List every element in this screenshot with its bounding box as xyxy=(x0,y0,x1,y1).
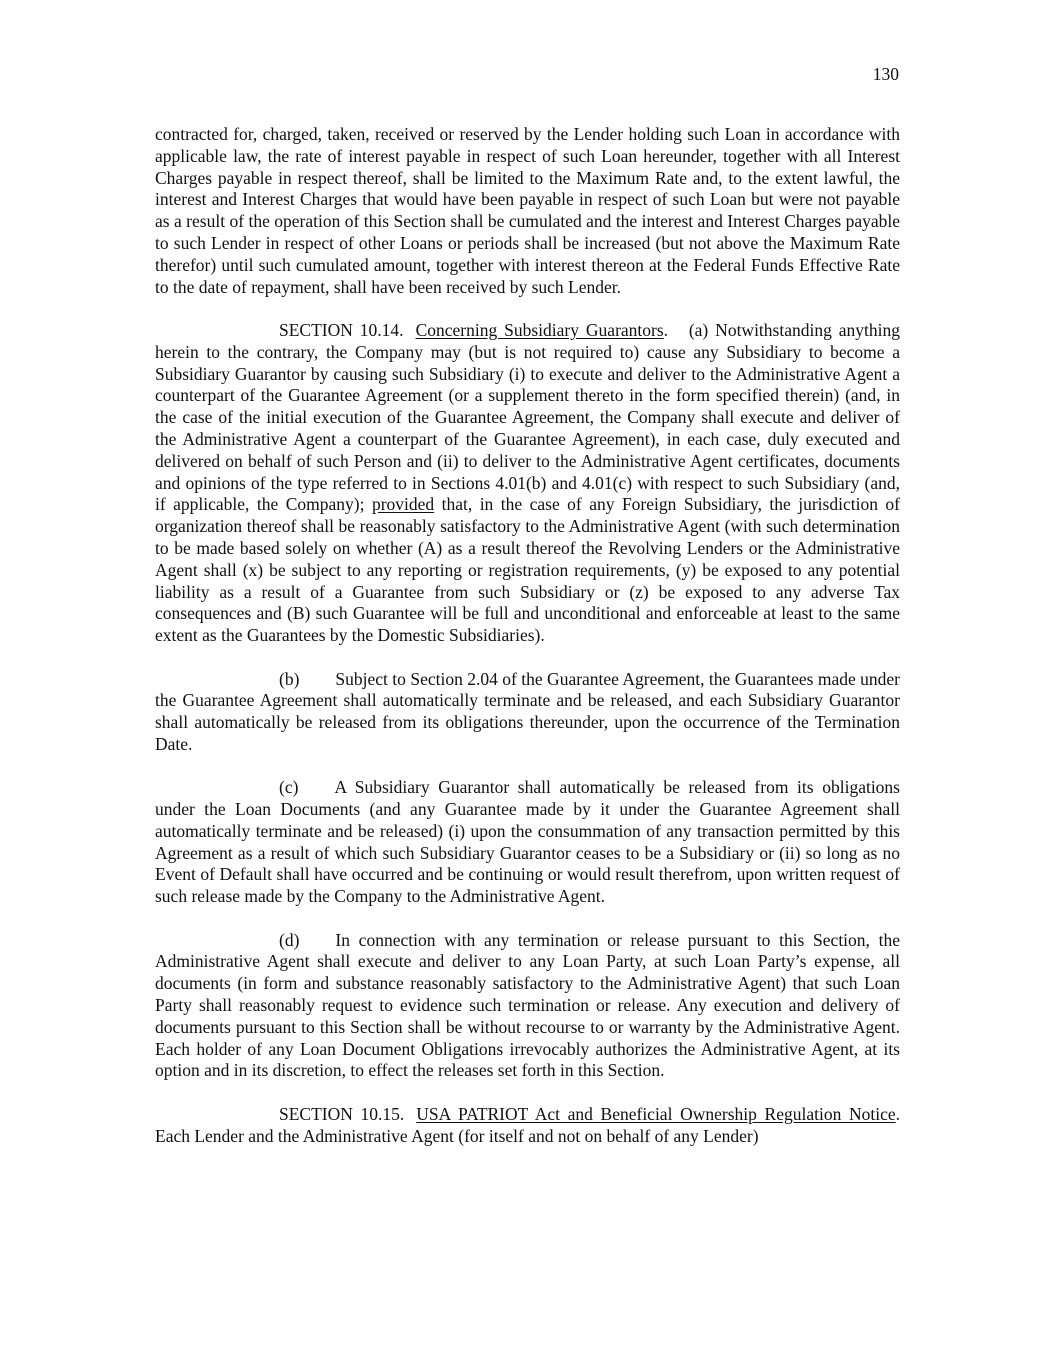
section-10-15-paragraph xyxy=(155,1104,900,1148)
section-10-14-heading-punct: . xyxy=(663,319,669,340)
section-10-14-body-a: (a) Notwithstanding anything herein to the contrary, the Company may (but is not required to) cause any Subsidiary to become a Subsidiary Guarantor by causing such Subsidiary (i) to execute and deliver to the Administrative Agent a counterpart of the Guarantee Agreement (or a supplement thereto in the form specified therein) (and, in the case of the initial execution of the Guarantee Agreement, the Company shall execute and deliver of the Administrative Agent a counterpart of the Guarantee Agreement), in each case, duly executed and delivered on behalf of such Person and (ii) to deliver to the Administrative Agent certificates, documents and opinions of the type referred to in Sections 4.01(b) and 4.01(c) with respect to such Subsidiary (and, if applicable, the Company); xyxy=(155,319,901,515)
subsection-c-paragraph xyxy=(155,777,900,908)
section-10-15-number: SECTION 10.15. xyxy=(279,1103,405,1124)
subsection-d-text: In connection with any termination or release pursuant to this Section, the Administrative Agent shall execute and deliver to any Loan Party, at such Loan Party’s expense, all documents (in form and substance reasonably satisfactory to the Administrative Agent) that such Loan Party shall reasonably request to evidence such termination or release. Any execution and delivery of documents pursuant to this Section shall be without recourse to or warranty by the Administrative Agent. Each holder of any Loan Document Obligations irrevocably authorizes the Administrative Agent, at its option and in its discretion, to effect the releases set forth in this Section. xyxy=(155,929,900,1081)
subsection-d-paragraph xyxy=(155,930,900,1083)
subsection-c-label: (c) xyxy=(279,777,299,798)
section-10-15-heading-punct: . xyxy=(895,1103,901,1124)
section-10-14-body-b: that, in the case of any Foreign Subsidiary, the jurisdiction of organization thereof shall be reasonably satisfactory to the Administrative Agent (with such determination to be made based solely on whether (A) as a result thereof the Revolving Lenders or the Administrative Agent shall (x) be subject to any reporting or registration requirements, (y) be exposed to any potential liability as a result of a Guarantee from such Subsidiary or (z) be exposed to any adverse Tax consequences and (B) such Guarantee will be full and unconditional and enforceable at least to the same extent as the Guarantees by the Domestic Subsidiaries). xyxy=(155,494,900,646)
subsection-b-text: Subject to Section 2.04 of the Guarantee Agreement, the Guarantees made under the Guarantee Agreement shall automatically terminate and be released, and each Subsidiary Guarantor shall automatically be released from its obligations thereunder, upon the occurrence of the Termination Date. xyxy=(155,668,900,754)
section-10-14-number: SECTION 10.14. xyxy=(279,319,404,340)
section-10-14-paragraph xyxy=(155,320,900,647)
subsection-b-paragraph xyxy=(155,669,900,756)
subsection-b-label: (b) xyxy=(279,668,300,689)
subsection-c-text: A Subsidiary Guarantor shall automatically be released from its obligations under the Loan Documents (and any Guarantee made by it under the Guarantee Agreement shall automatically terminate and be released) (i) upon the consummation of any transaction permitted by this Agreement as a result of which such Subsidiary Guarantor ceases to be a Subsidiary or (ii) so long as no Event of Default shall have occurred and be continuing or would result therefrom, upon written request of such release made by the Company to the Administrative Agent. xyxy=(155,777,900,907)
section-10-15-heading: USA PATRIOT Act and Beneficial Ownership Regulation Notice xyxy=(416,1103,896,1124)
subsection-d-label: (d) xyxy=(279,929,300,950)
section-10-14-heading: Concerning Subsidiary Guarantors xyxy=(415,319,664,340)
document-body xyxy=(155,124,900,1169)
section-10-15-body: Each Lender and the Administrative Agent (for itself and not on behalf of any Lender) xyxy=(155,1125,759,1146)
provided-term: provided xyxy=(371,494,435,515)
page-number: 130 xyxy=(872,64,899,84)
paragraph-interest-continuation: contracted for, charged, taken, received or reserved by the Lender holding such Loan in accordance with applicable law, the rate of interest payable in respect of such Loan hereunder, together with all Interest Charges payable in respect thereof, shall be limited to the Maximum Rate and, to the extent lawful, the interest and Interest Charges that would have been payable in respect of such Loan but were not payable as a result of the operation of this Section shall be cumulated and the interest and Interest Charges payable to such Lender in respect of other Loans or periods shall be increased (but not above the Maximum Rate therefor) until such cumulated amount, together with interest thereon at the Federal Funds Effective Rate to the date of repayment, shall have been received by such Lender. xyxy=(155,124,900,297)
